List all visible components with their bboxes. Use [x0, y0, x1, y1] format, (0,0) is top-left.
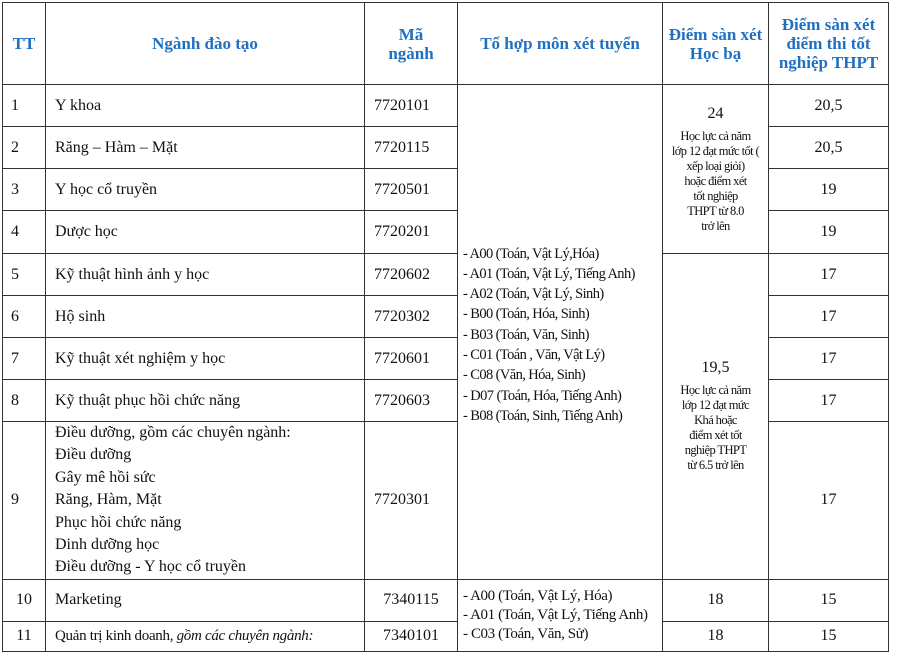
- row-major: Kỹ thuật hình ảnh y học: [46, 254, 365, 296]
- combo-item: - A01 (Toán, Vật Lý, Tiếng Anh): [463, 606, 648, 623]
- row-code: 7720602: [365, 254, 458, 296]
- row-tt: 7: [3, 338, 46, 380]
- hocba-note: Khá hoặc: [694, 413, 737, 428]
- admission-table: [2, 2, 889, 652]
- row-thpt: 20,5: [769, 85, 889, 127]
- combo-item: - A00 (Toán, Vật Lý,Hóa): [463, 245, 599, 262]
- header-combo: Tổ hợp môn xét tuyển: [458, 3, 663, 85]
- major-line: Điều dưỡng, gồm các chuyên ngành:: [55, 424, 291, 441]
- row-major: Dược học: [46, 211, 365, 254]
- combo-item: - A01 (Toán, Vật Lý, Tiếng Anh): [463, 265, 635, 282]
- major-line: Phục hồi chức năng: [55, 513, 182, 531]
- table-row: [3, 579, 889, 621]
- row-tt: 10: [3, 579, 46, 621]
- row-code: 7720302: [365, 296, 458, 338]
- row-major: [46, 422, 365, 580]
- table-row: [3, 254, 889, 296]
- hocba-note: lớp 12 đạt mức: [681, 398, 750, 413]
- header-thpt: Điểm sàn xét điểm thi tốt nghiệp THPT: [769, 3, 889, 85]
- row-major: Kỹ thuật phục hồi chức năng: [46, 380, 365, 422]
- row-major: Răng – Hàm – Mặt: [46, 127, 365, 169]
- row-major: Y học cổ truyền: [46, 169, 365, 211]
- row-thpt: 17: [769, 380, 889, 422]
- row-major: Marketing: [46, 579, 365, 621]
- row-thpt: 17: [769, 254, 889, 296]
- header-code: Mã ngành: [365, 3, 458, 85]
- hocba-note: trở lên: [701, 218, 730, 233]
- combo-item: - B03 (Toán, Văn, Sinh): [463, 326, 589, 343]
- combo-group-2: [458, 579, 663, 651]
- hocba-note: hoặc điểm xét: [684, 173, 747, 188]
- row-tt: 8: [3, 380, 46, 422]
- hocba-score: 19,5: [701, 359, 730, 377]
- row-code: 7720301: [365, 422, 458, 580]
- row-code: 7340115: [365, 579, 458, 621]
- row-tt: 1: [3, 85, 46, 127]
- hocba-note: THPT từ 8.0: [687, 203, 744, 218]
- row-thpt: 15: [769, 621, 889, 651]
- row-hocba: 18: [663, 621, 769, 651]
- major-line: Điều dưỡng - Y học cổ truyền: [55, 558, 247, 576]
- row-tt: 4: [3, 211, 46, 254]
- hocba-note: Học lực cả năm: [680, 383, 751, 398]
- row-code: 7720101: [365, 85, 458, 127]
- row-major: Y khoa: [46, 85, 365, 127]
- combo-item: - B08 (Toán, Sinh, Tiếng Anh): [463, 407, 623, 424]
- row-thpt: 17: [769, 422, 889, 580]
- row-tt: 11: [3, 621, 46, 651]
- header-tt: TT: [3, 3, 46, 85]
- row-thpt: 15: [769, 579, 889, 621]
- row-tt: 2: [3, 127, 46, 169]
- row-code: 7720603: [365, 380, 458, 422]
- header-major: Ngành đào tạo: [46, 3, 365, 85]
- row-code: 7720601: [365, 338, 458, 380]
- hocba-note: điểm xét tốt: [689, 428, 742, 443]
- major-line: Răng, Hàm, Mặt: [55, 491, 162, 509]
- hocba-note: Học lực cả năm: [680, 128, 751, 143]
- combo-item: - B00 (Toán, Hóa, Sinh): [463, 306, 590, 323]
- hocba-note: lớp 12 đạt mức tốt (: [671, 143, 760, 158]
- row-major: Kỹ thuật xét nghiệm y học: [46, 338, 365, 380]
- major-text: Quản trị kinh doanh,: [55, 627, 174, 644]
- header-row: [3, 3, 889, 85]
- hocba-note: từ 6.5 trở lên: [687, 458, 744, 473]
- hocba-score: 24: [707, 104, 724, 122]
- row-thpt: 17: [769, 296, 889, 338]
- row-code: 7720501: [365, 169, 458, 211]
- major-line: Điều dưỡng: [55, 446, 132, 464]
- row-major: Hộ sinh: [46, 296, 365, 338]
- hocba-note: tốt nghiệp: [693, 188, 738, 203]
- row-tt: 9: [3, 422, 46, 580]
- combo-item: - C08 (Văn, Hóa, Sinh): [463, 367, 586, 384]
- row-code: 7340101: [365, 621, 458, 651]
- combo-group-1: [458, 85, 663, 580]
- table-row: [3, 621, 889, 651]
- row-thpt: 20,5: [769, 127, 889, 169]
- row-code: 7720115: [365, 127, 458, 169]
- row-tt: 3: [3, 169, 46, 211]
- row-thpt: 17: [769, 338, 889, 380]
- row-hocba: 18: [663, 579, 769, 621]
- major-italic: gồm các chuyên ngành:: [176, 627, 314, 644]
- row-tt: 5: [3, 254, 46, 296]
- row-code: 7720201: [365, 211, 458, 254]
- combo-item: - C03 (Toán, Văn, Sử): [463, 625, 589, 642]
- row-thpt: 19: [769, 211, 889, 254]
- row-tt: 6: [3, 296, 46, 338]
- table-row: [3, 85, 889, 127]
- major-line: Dinh dưỡng học: [55, 536, 160, 554]
- row-major: [46, 621, 365, 651]
- combo-item: - A02 (Toán, Vật Lý, Sinh): [463, 286, 604, 303]
- combo-item: - A00 (Toán, Vật Lý, Hóa): [463, 587, 613, 604]
- row-thpt: 19: [769, 169, 889, 211]
- hocba-group-2: [663, 254, 769, 580]
- combo-item: - C01 (Toán , Văn, Vật Lý): [463, 347, 605, 364]
- combo-item: - D07 (Toán, Hóa, Tiếng Anh): [463, 387, 622, 404]
- hocba-group-1: [663, 85, 769, 254]
- major-line: Gây mê hồi sức: [55, 468, 156, 486]
- hocba-note: xếp loại giỏi): [686, 158, 745, 173]
- hocba-note: nghiệp THPT: [684, 443, 747, 458]
- header-hocba: Điểm sàn xét Học bạ: [663, 3, 769, 85]
